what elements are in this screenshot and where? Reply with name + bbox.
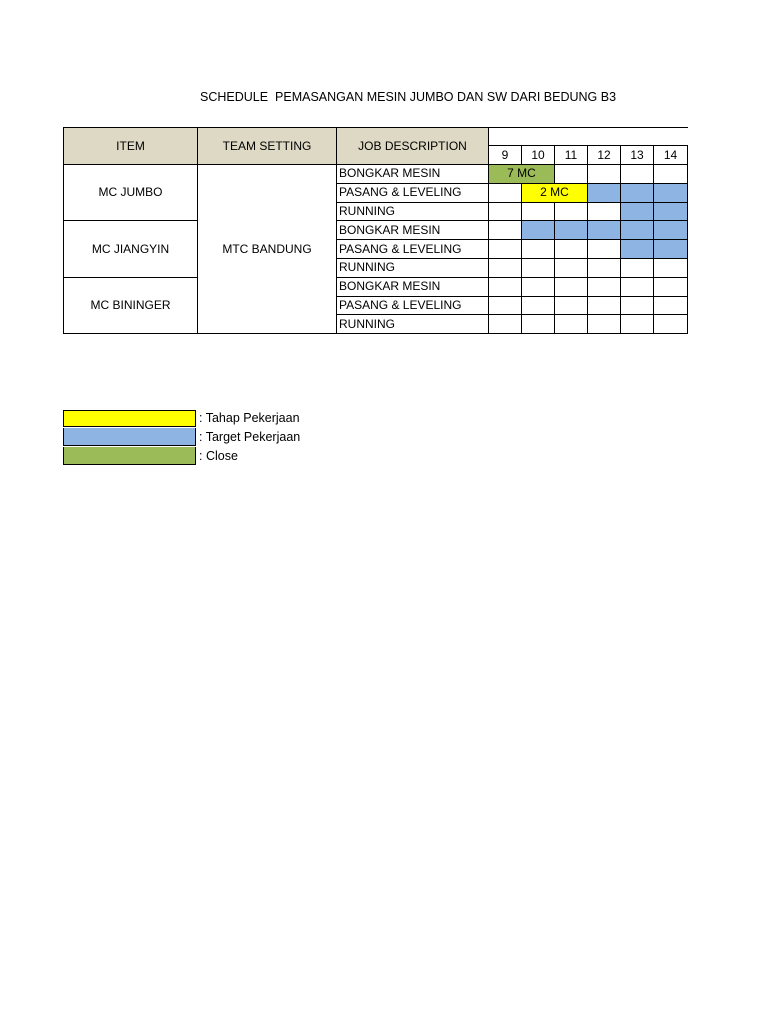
target-cell (654, 202, 688, 221)
job-description: PASANG & LEVELING (337, 240, 489, 259)
team-setting-cell: MTC BANDUNG (198, 165, 337, 334)
item-mc-jumbo: MC JUMBO (64, 165, 198, 221)
legend-label: : Close (199, 448, 238, 463)
job-description: RUNNING (337, 258, 489, 277)
legend-label: : Target Pekerjaan (199, 430, 301, 445)
target-cell (522, 221, 555, 240)
job-description: RUNNING (337, 315, 489, 334)
schedule-table (63, 127, 688, 334)
target-cell (588, 221, 621, 240)
legend-item (63, 428, 300, 447)
job-description: BONGKAR MESIN (337, 221, 489, 240)
tahap-bar: 2 MC (522, 183, 588, 202)
target-cell (621, 202, 654, 221)
day-12: 12 (588, 146, 621, 165)
legend-swatch-target (63, 428, 196, 446)
job-description: PASANG & LEVELING (337, 296, 489, 315)
day-9: 9 (489, 146, 522, 165)
header-item: ITEM (64, 128, 198, 165)
legend-swatch-close (63, 447, 196, 465)
job-description: PASANG & LEVELING (337, 183, 489, 202)
target-cell (621, 183, 654, 202)
legend-item (63, 409, 300, 428)
page-title: SCHEDULE PEMASANGAN MESIN JUMBO DAN SW DARI BEDUNG B3 (200, 90, 617, 104)
job-description: BONGKAR MESIN (337, 277, 489, 296)
day-14: 14 (654, 146, 688, 165)
item-mc-jiangyin: MC JIANGYIN (64, 221, 198, 277)
table-row (64, 277, 688, 296)
day-13: 13 (621, 146, 654, 165)
target-cell (555, 221, 588, 240)
job-description: RUNNING (337, 202, 489, 221)
target-cell (588, 183, 621, 202)
close-bar: 7 MC (489, 165, 555, 184)
day-11: 11 (555, 146, 588, 165)
legend (63, 409, 300, 465)
target-cell (654, 221, 688, 240)
table-row (64, 165, 688, 184)
target-cell (654, 240, 688, 259)
target-cell (654, 183, 688, 202)
target-cell (621, 240, 654, 259)
header-team-setting: TEAM SETTING (198, 128, 337, 165)
legend-swatch-tahap (63, 410, 196, 428)
table-row (64, 221, 688, 240)
item-mc-bininger: MC BININGER (64, 277, 198, 333)
header-job-description: JOB DESCRIPTION (337, 128, 489, 165)
target-cell (621, 221, 654, 240)
date-header-band (489, 128, 688, 146)
job-description: BONGKAR MESIN (337, 165, 489, 184)
legend-label: : Tahap Pekerjaan (199, 411, 300, 426)
day-10: 10 (522, 146, 555, 165)
legend-item (63, 446, 300, 465)
